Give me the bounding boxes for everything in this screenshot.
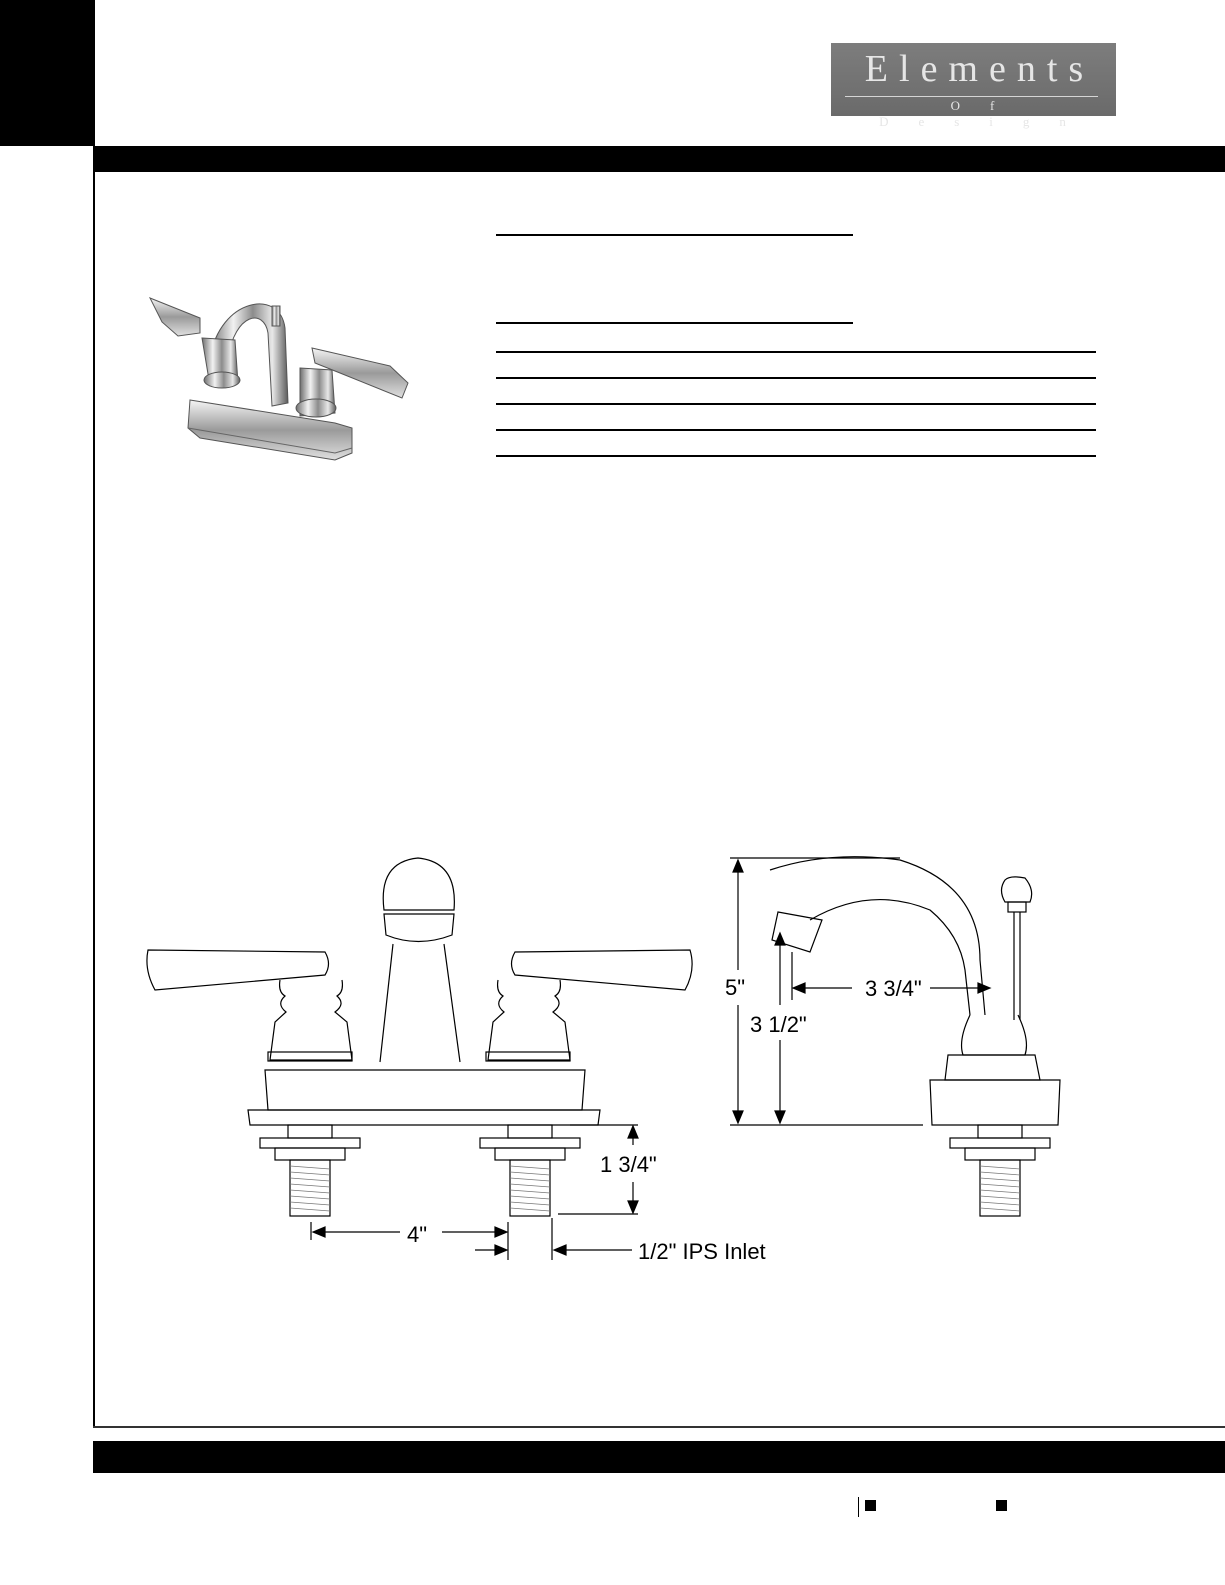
- logo-tagline: Of Design: [879, 98, 1096, 129]
- spec-table-rule-1: [496, 351, 1096, 353]
- dim-center-spacing: 4": [407, 1222, 428, 1247]
- spec-table-rule-3: [496, 403, 1096, 405]
- dim-shank-length: 1 3/4": [600, 1152, 657, 1177]
- spec-rule-1: [496, 234, 853, 236]
- logo-divider: [845, 96, 1098, 97]
- dim-inlet: 1/2" IPS Inlet: [638, 1239, 766, 1264]
- header-band: [93, 146, 1225, 172]
- footer-divider: [858, 1497, 859, 1517]
- footer-top-rule: [93, 1426, 1225, 1428]
- dim-spout-reach: 3 3/4": [865, 976, 922, 1001]
- spec-table-rule-5: [496, 455, 1096, 457]
- dim-height-spout: 3 1/2": [750, 1012, 807, 1037]
- footer-band: [93, 1441, 1225, 1473]
- dim-height-total: 5": [725, 975, 746, 1000]
- technical-drawing: [130, 840, 1090, 1280]
- spec-rule-2: [496, 322, 853, 324]
- footer-bullet-2: [996, 1500, 1007, 1511]
- logo-brand-text: Elements: [864, 48, 1095, 90]
- left-border-rule: [93, 0, 95, 1428]
- faucet-product-photo: [140, 288, 430, 478]
- footer-bullet-1: [865, 1500, 876, 1511]
- spec-table-rule-2: [496, 377, 1096, 379]
- brand-logo: [831, 43, 1116, 129]
- corner-block: [0, 0, 95, 146]
- spec-table-rule-4: [496, 429, 1096, 431]
